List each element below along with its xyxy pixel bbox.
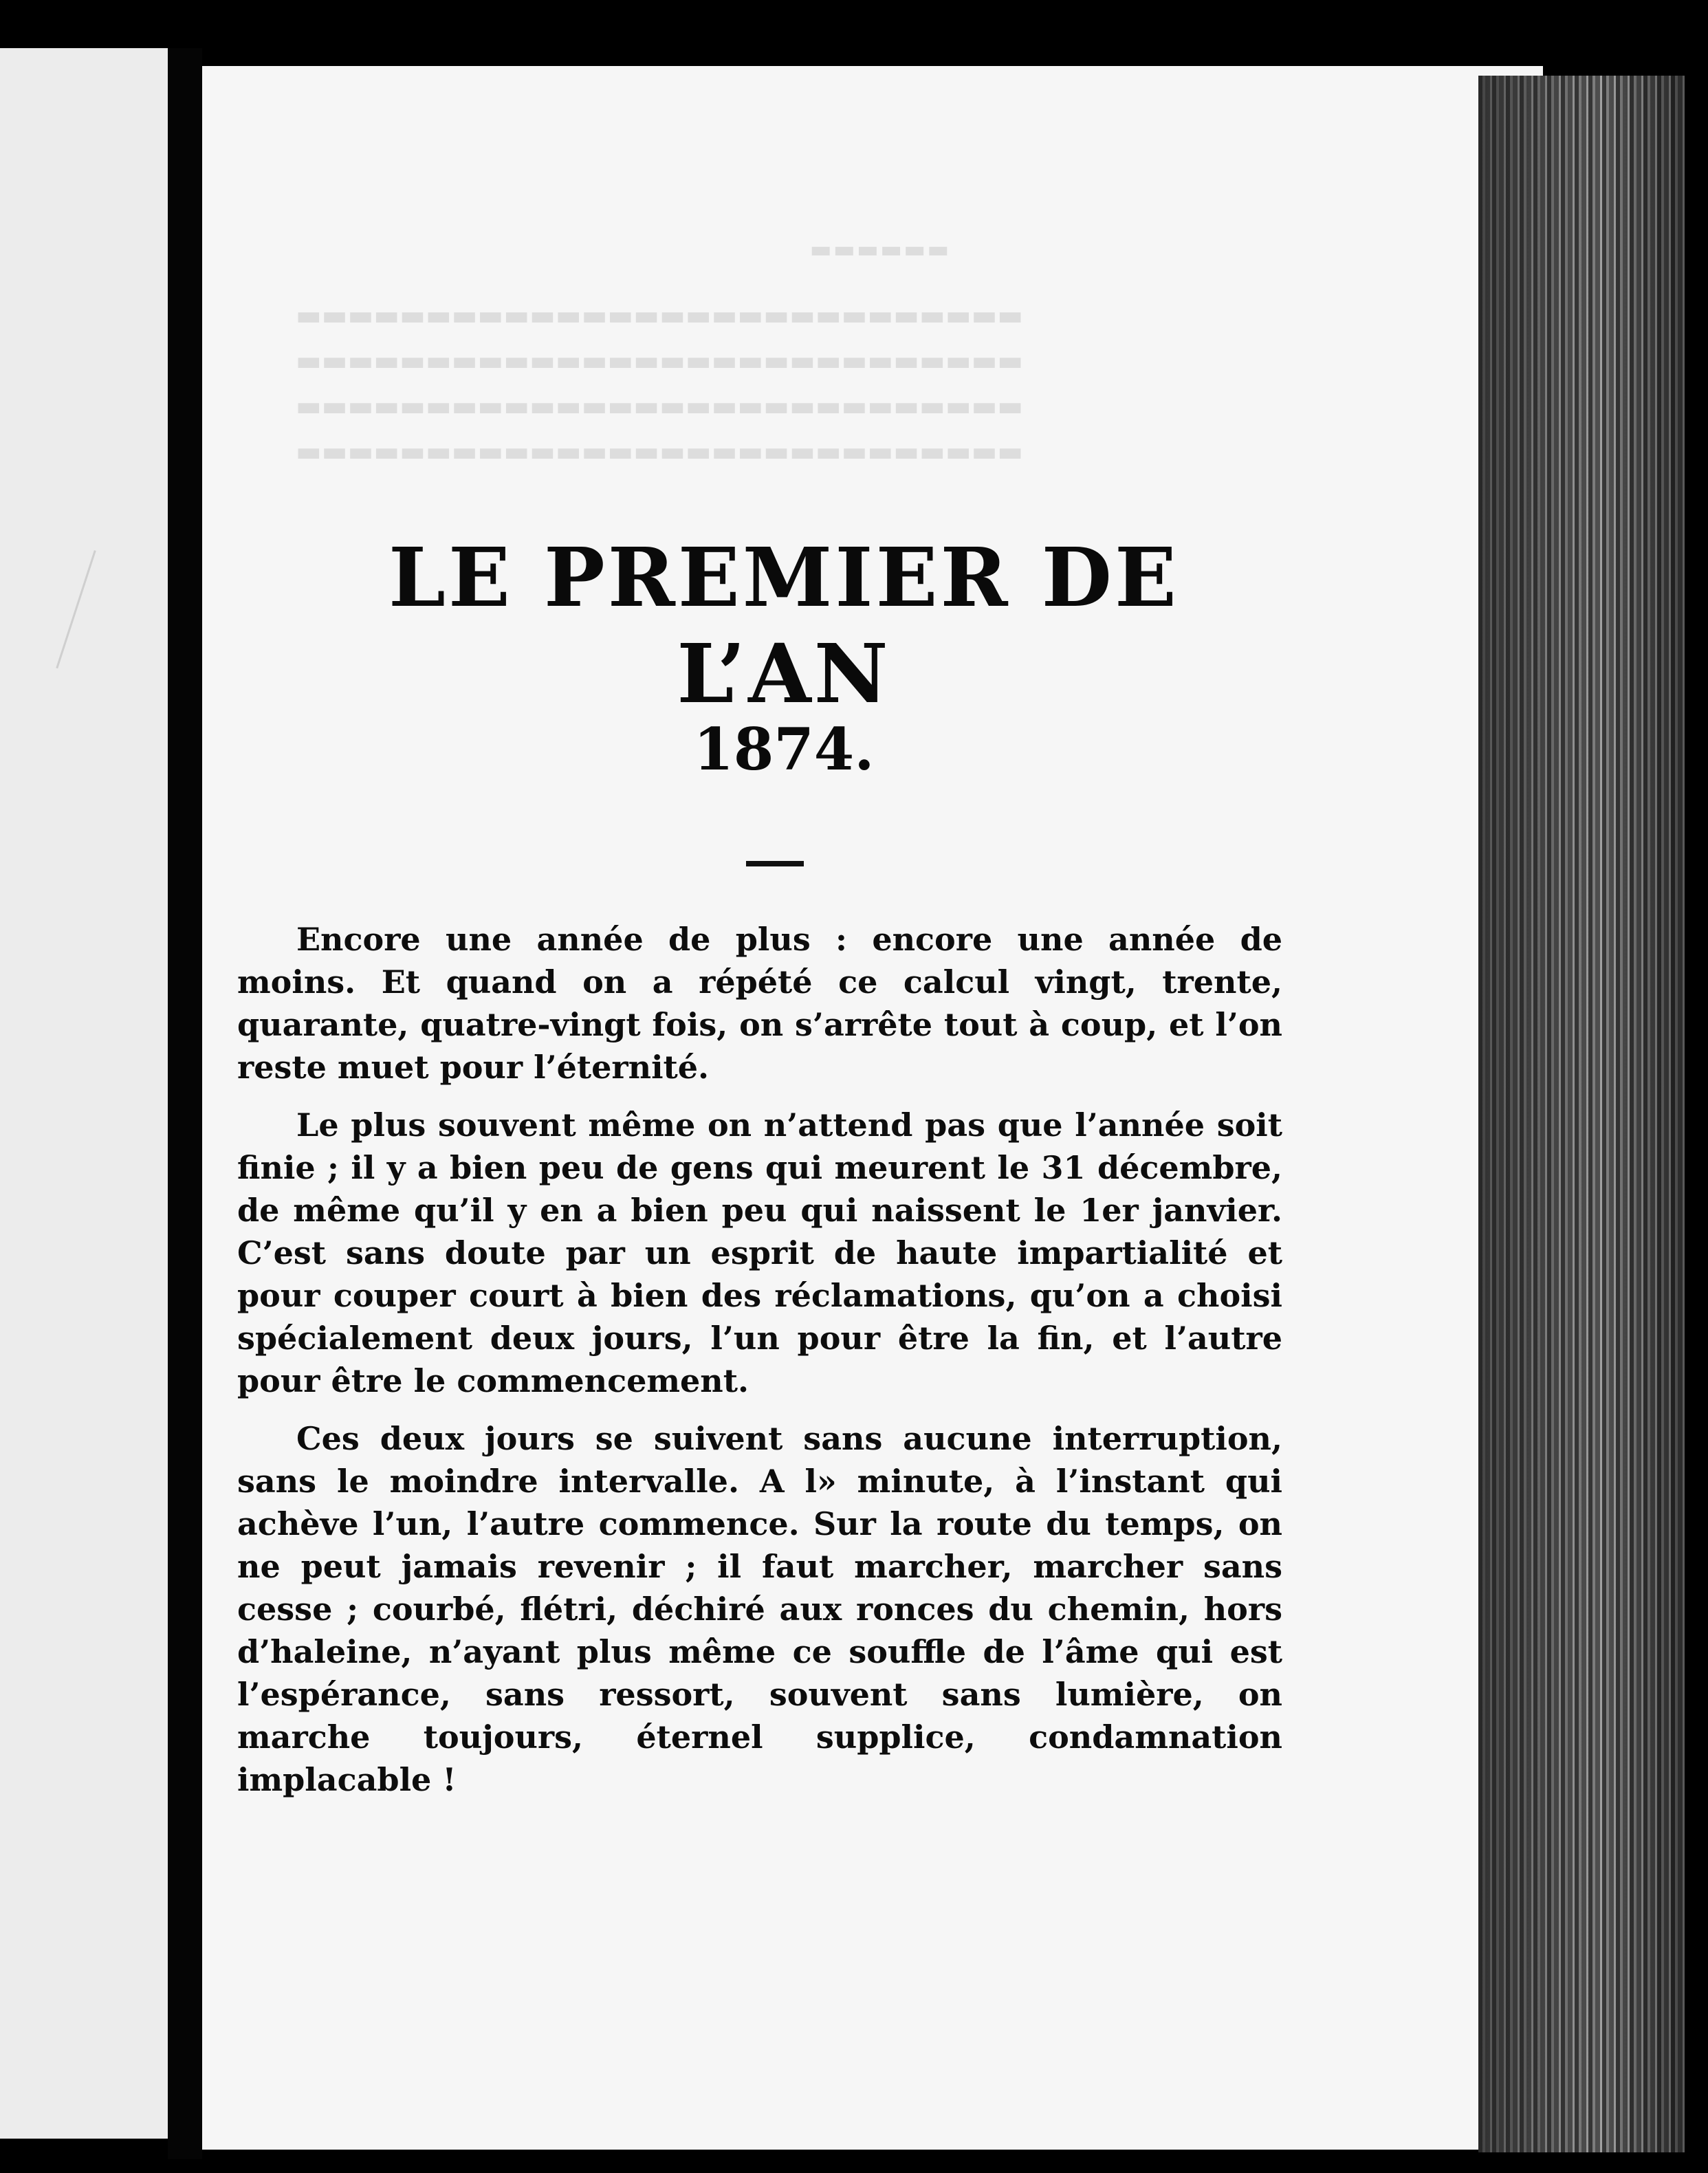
title-rule bbox=[746, 861, 804, 866]
paragraph: Le plus souvent même on n’attend pas que l’année soit finie ; il y a bien peu de gens qui meurent le 31 décembre, de même qu’il y en a bien peu qui naissent le 1er janvier. C’est sans doute par un esprit de haute impartialité et pour couper court à bien des réclamations, qu’on a choisi spécialement deux jours, l’un pour être la fin, et l’autre pour être le commencement. bbox=[237, 1106, 1282, 1399]
paragraph: Encore une année de plus : encore une année de moins. Et quand on a répété ce calcul vingt, trente, quarante, quatre-vingt fois, on s’arrête tout à coup, et l’on reste muet pour l’éternité. bbox=[237, 921, 1282, 1086]
page-fore-edges-shade bbox=[1478, 76, 1685, 2152]
book-gutter bbox=[168, 48, 202, 2159]
body-text bbox=[237, 918, 1282, 1816]
page-year: 1874. bbox=[693, 715, 875, 783]
page-title: LE PREMIER DE L’AN bbox=[388, 529, 1179, 721]
facing-page-mark bbox=[30, 542, 96, 668]
facing-page-edge bbox=[0, 48, 168, 2139]
paragraph: Ces deux jours se suivent sans aucune interruption, sans le moindre intervalle. A l» minute, à l’instant qui achève l’un, l’autre commence. Sur la route du temps, on ne peut jamais revenir ; il faut marcher, marcher sans cesse ; courbé, flétri, déchiré aux ronces du chemin, hors d’haleine, n’ayant plus même ce souffle de l’âme qui est l’espérance, sans ressort, souvent sans lumière, on marche toujours, éternel supplice, condamnation implacable ! bbox=[237, 1420, 1282, 1798]
